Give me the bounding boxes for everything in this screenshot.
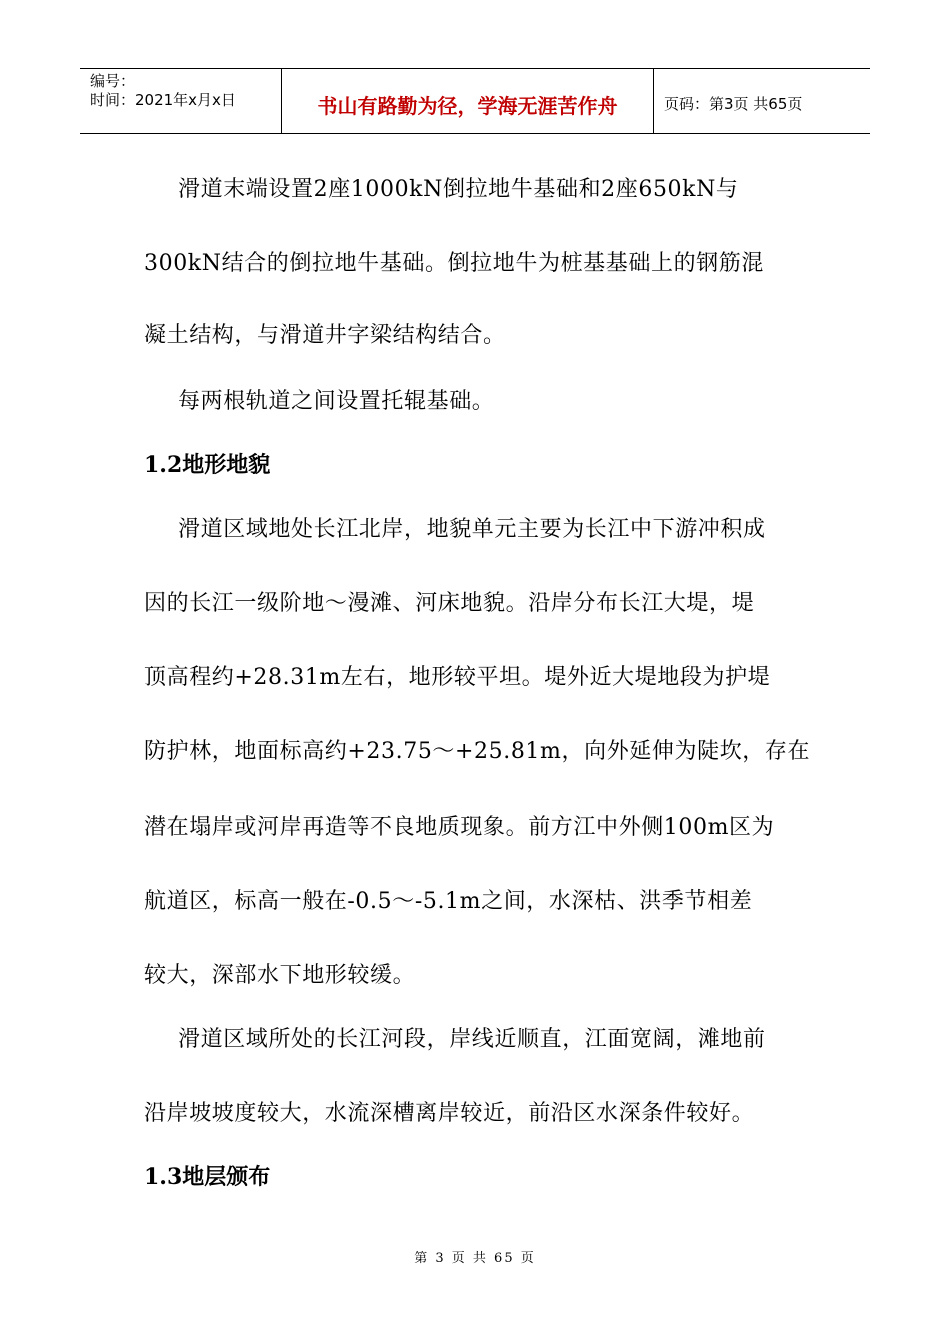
paragraph-line: 300kN结合的倒拉地牛基础。倒拉地牛为桩基基础上的钢筋混 <box>144 251 764 276</box>
paragraph-line: 顶高程约+28.31m左右，地形较平坦。堤外近大堤地段为护堤 <box>144 665 771 690</box>
paragraph-line: 潜在塌岸或河岸再造等不良地质现象。前方江中外侧100m区为 <box>144 815 775 840</box>
header-motto: 书山有路勤为径，学海无涯苦作舟 <box>282 69 654 133</box>
paragraph-line: 滑道区域所处的长江河段，岸线近顺直，江面宽阔，滩地前 <box>178 1027 766 1052</box>
paragraph-line: 航道区，标高一般在-0.5～-5.1m之间，水深枯、洪季节相差 <box>144 889 753 914</box>
page-header <box>80 68 870 134</box>
paragraph-line: 沿岸坡坡度较大，水流深槽离岸较近，前沿区水深条件较好。 <box>144 1101 755 1126</box>
paragraph-line: 因的长江一级阶地～漫滩、河床地貌。沿岸分布长江大堤，堤 <box>144 591 755 616</box>
paragraph-line: 防护林，地面标高约+23.75～+25.81m，向外延伸为陡坎，存在 <box>144 739 811 764</box>
header-meta <box>80 69 282 133</box>
date-label: 时间：2021年x月x日 <box>90 91 236 109</box>
paragraph-line: 每两根轨道之间设置托辊基础。 <box>178 389 495 414</box>
header-page-info: 页码：第3页 共65页 <box>664 94 803 113</box>
paragraph-line: 凝土结构，与滑道井字梁结构结合。 <box>144 323 506 348</box>
serial-label: 编号： <box>90 72 136 90</box>
page-footer: 第 3 页 共 65 页 <box>414 1251 536 1266</box>
paragraph-line: 滑道末端设置2座1000kN倒拉地牛基础和2座650kN与 <box>178 177 739 202</box>
section-heading: 1.2地形地貌 <box>144 452 271 478</box>
paragraph-line: 较大，深部水下地形较缓。 <box>144 963 416 988</box>
paragraph-line: 滑道区域地处长江北岸，地貌单元主要为长江中下游冲积成 <box>178 517 766 542</box>
section-heading: 1.3地层颁布 <box>144 1164 271 1190</box>
